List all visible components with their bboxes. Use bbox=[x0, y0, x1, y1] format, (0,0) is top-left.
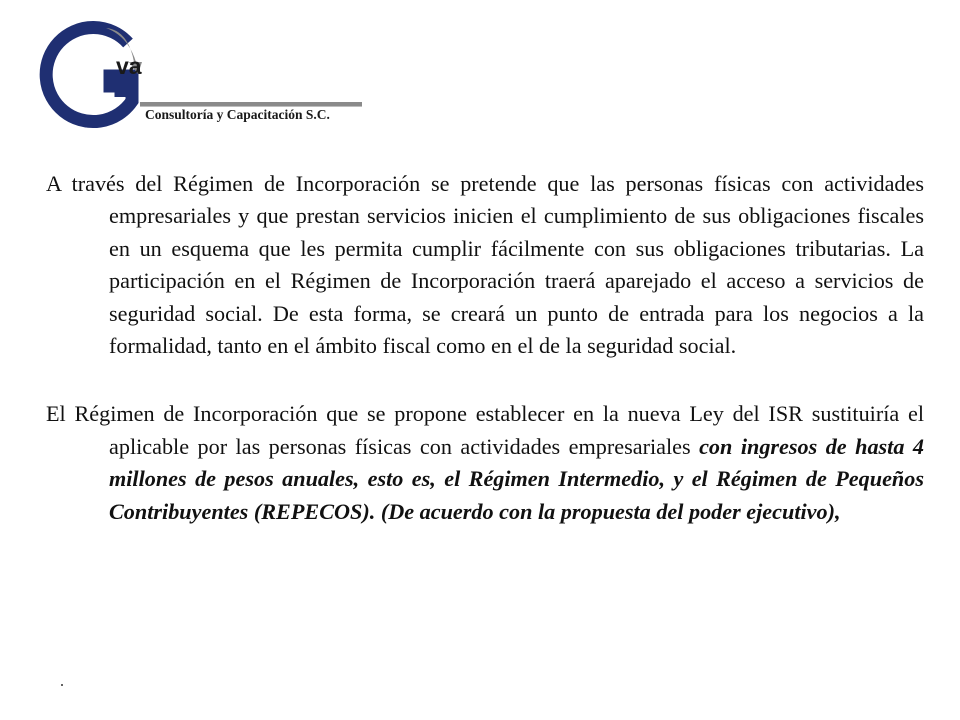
logo-underline-bar bbox=[140, 102, 362, 106]
paragraph-1 bbox=[46, 168, 924, 362]
logo-tagline: Consultoría y Capacitación S.C. bbox=[145, 107, 330, 122]
logo-initials: va bbox=[116, 53, 142, 79]
company-logo bbox=[28, 18, 368, 130]
paragraph-2 bbox=[46, 398, 924, 528]
paragraph-2-emphasis: con ingresos de hasta 4 millones de pesos anuales, esto es, el Régimen Intermedio, y el Régimen de Pequeños Contribuyentes (REPECOS). (De acuerdo con la propuesta del poder ejecutivo), bbox=[109, 433, 924, 524]
paragraph-1-text: A través del Régimen de Incorporación se pretende que las personas físicas con actividades empresariales y que prestan servicios inicien el cumplimiento de sus obligaciones fiscales en un esquema que les permita cumplir fácilmente con sus obligaciones tributarias. La participación en el Régimen de Incorporación traerá aparejado el acceso a servicios de seguridad social. De esta forma, se creará un punto de entrada para los negocios a la formalidad, tanto en el ámbito fiscal como en el de la seguridad social. bbox=[46, 171, 924, 359]
paragraph-2-text: El Régimen de Incorporación que se propone establecer en la nueva Ley del ISR sustituiría el aplicable por las personas físicas con actividades empresariales bbox=[46, 401, 924, 459]
slide-body bbox=[46, 168, 924, 528]
footer-dot bbox=[61, 684, 63, 686]
